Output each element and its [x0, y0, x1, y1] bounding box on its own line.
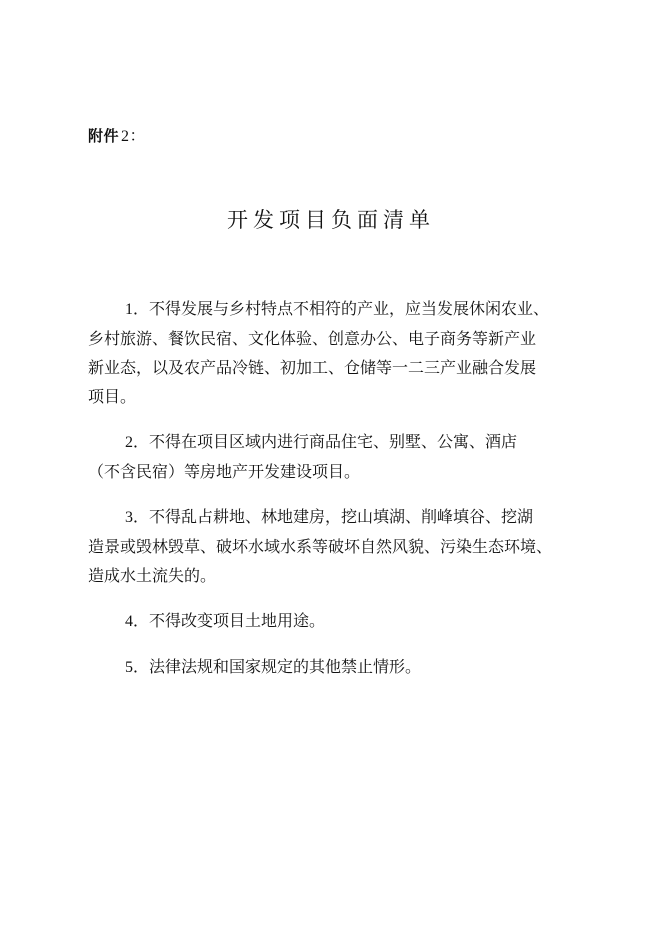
clause-number: 4．	[125, 613, 150, 630]
document-title: 开发项目负面清单	[227, 208, 435, 232]
attachment-label	[88, 126, 146, 147]
clause-line: （不含民宿）等房地产开发建设项目。	[88, 462, 361, 481]
clause-text: 不得改变项目土地用途。	[149, 611, 326, 630]
clause-line	[88, 502, 578, 532]
clause-text: 不得乱占耕地、林地建房，挖山填湖、削峰填谷、挖湖	[149, 507, 534, 526]
clause-line: 造景或毁林毁草、破坏水域水系等破坏自然风貌、污染生态环境、	[88, 537, 553, 556]
clause-line	[88, 427, 578, 457]
clause-line: 造成水土流失的。	[88, 566, 217, 585]
clause-number: 3．	[125, 509, 150, 526]
clause-number: 1．	[125, 301, 150, 318]
attachment-number: 2：	[121, 128, 147, 145]
clause-line: 项目。	[88, 387, 137, 406]
clause-1	[88, 294, 578, 411]
clause-line	[88, 294, 578, 324]
clause-number: 5．	[125, 659, 150, 676]
clause-line: 乡村旅游、餐饮民宿、文化体验、创意办公、电子商务等新产业	[88, 329, 537, 348]
clause-5	[88, 652, 578, 682]
clause-number: 2．	[125, 434, 150, 451]
clause-2	[88, 427, 578, 486]
clause-line: 新业态，以及农产品冷链、初加工、仓储等一二三产业融合发展	[88, 358, 537, 377]
clause-line	[88, 606, 578, 636]
attachment-text: 附件	[88, 127, 120, 145]
clause-text: 法律法规和国家规定的其他禁止情形。	[149, 657, 422, 676]
clause-4	[88, 606, 578, 636]
clause-list	[88, 294, 578, 698]
clause-line	[88, 652, 578, 682]
clause-text: 不得在项目区域内进行商品住宅、别墅、公寓、酒店	[149, 432, 518, 451]
clause-text: 不得发展与乡村特点不相符的产业，应当发展休闲农业、	[149, 299, 550, 318]
clause-3	[88, 502, 578, 590]
